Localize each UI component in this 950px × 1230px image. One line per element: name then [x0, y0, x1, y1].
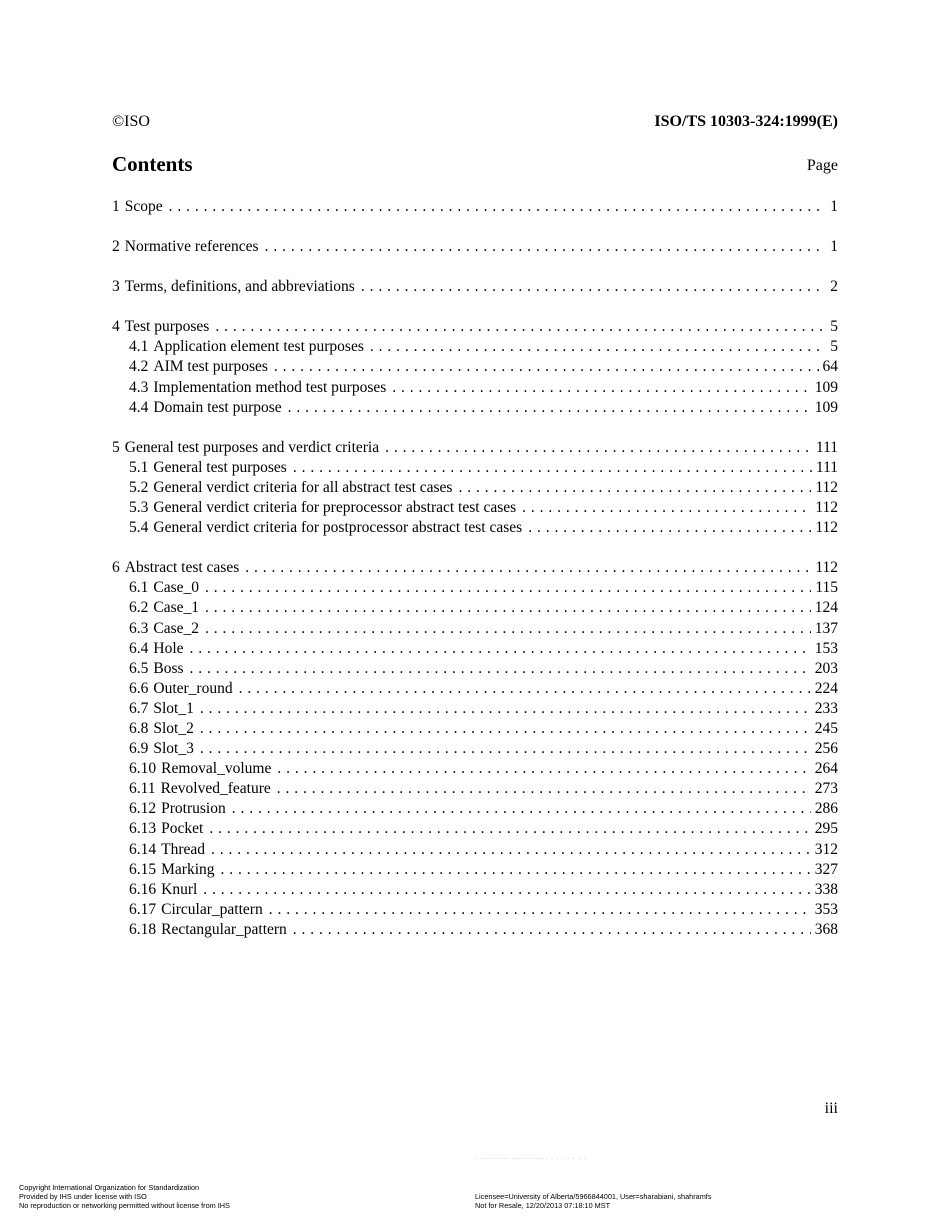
- toc-entry-number: 6.10: [129, 760, 157, 778]
- toc-entry-title: General verdict criteria for all abstract test cases: [153, 478, 453, 496]
- toc-entry-label: [112, 277, 355, 297]
- toc-section: [112, 277, 838, 297]
- toc-entry-page: 327: [814, 860, 838, 878]
- toc-entry-label: [129, 719, 194, 739]
- toc-subentry[interactable]: [112, 880, 838, 900]
- toc-entry-page: 2: [830, 278, 838, 296]
- toc-subentry[interactable]: [112, 478, 838, 498]
- toc-subentry[interactable]: [112, 398, 838, 418]
- toc-entry-number: 6.15: [129, 860, 157, 878]
- toc-entry-page: 338: [814, 880, 838, 898]
- toc-entry-page: 112: [815, 499, 838, 517]
- toc-entry-title: Implementation method test purposes: [153, 378, 387, 396]
- toc-entry-number: 3: [112, 278, 120, 296]
- toc-entry[interactable]: [112, 237, 838, 257]
- toc-entry-title: Case_0: [153, 579, 200, 597]
- toc-entry-page: 111: [815, 458, 838, 476]
- footer-line: Provided by IHS under license with ISO: [19, 1192, 147, 1201]
- footer-line: Not for Resale, 12/20/2013 07:18:10 MST: [475, 1201, 611, 1210]
- toc-entry-number: 1: [112, 198, 120, 215]
- toc-entry-title: General test purposes: [153, 458, 287, 476]
- toc-entry-title: Application element test purposes: [153, 338, 364, 356]
- header-document-id: ISO/TS 10303-324:1999(E): [654, 113, 838, 130]
- toc-entry-title: Normative references: [124, 238, 259, 256]
- toc-entry-title: Removal_volume: [161, 760, 272, 778]
- toc-entry-number: 6.18: [129, 920, 157, 938]
- toc-entry-number: 4.1: [129, 338, 149, 356]
- toc-entry-page: 273: [814, 780, 838, 798]
- toc-entry-number: 6.12: [129, 800, 157, 818]
- dot-leader: [205, 578, 811, 598]
- dot-leader: [200, 739, 811, 759]
- toc-entry-number: 6.1: [129, 579, 149, 597]
- scan-artifact: ............. ............. . . . . . . .: [474, 1153, 587, 1161]
- toc-subentry[interactable]: [112, 659, 838, 679]
- toc-entry-title: Case_2: [153, 619, 200, 637]
- toc-entry-label: [129, 779, 271, 799]
- toc-entry-title: Case_1: [153, 599, 200, 617]
- toc-entry-number: 4: [112, 318, 120, 336]
- toc-entry-page: 5: [830, 318, 838, 336]
- toc-entry-page: 5: [830, 338, 838, 356]
- toc-entry-number: 6: [112, 559, 120, 577]
- toc-subentry[interactable]: [112, 518, 838, 538]
- page-number: iii: [824, 1100, 838, 1117]
- toc-entry-page: 256: [814, 740, 838, 758]
- toc-entry-title: Thread: [161, 840, 206, 858]
- toc-subentry[interactable]: [112, 619, 838, 639]
- toc-entry-label: [129, 458, 287, 478]
- contents-title: Contents: [112, 152, 193, 176]
- toc-entry-label: [129, 699, 194, 719]
- toc-subentry[interactable]: [112, 357, 838, 377]
- footer-line: Copyright International Organization for Standardization: [19, 1183, 200, 1192]
- toc-entry-page: 112: [815, 559, 838, 577]
- toc-entry-label: [112, 438, 379, 458]
- toc-subentry[interactable]: [112, 719, 838, 739]
- toc-subentry[interactable]: [112, 860, 838, 880]
- dot-leader: [232, 799, 811, 819]
- toc-subentry[interactable]: [112, 639, 838, 659]
- toc-entry-label: [112, 317, 209, 337]
- toc-subentry[interactable]: [112, 578, 838, 598]
- dot-leader: [215, 317, 824, 337]
- toc-subentry[interactable]: [112, 759, 838, 779]
- toc-subentry[interactable]: [112, 779, 838, 799]
- toc-entry-label: [129, 619, 199, 639]
- dot-leader: [209, 819, 810, 839]
- toc-entry-page: 233: [814, 699, 838, 717]
- toc-entry-title: Slot_2: [153, 719, 194, 737]
- toc-subentry[interactable]: [112, 378, 838, 398]
- toc-entry-label: [129, 840, 205, 860]
- toc-entry[interactable]: [112, 317, 838, 337]
- toc-entry-title: Revolved_feature: [160, 780, 271, 798]
- toc-entry-label: [129, 739, 194, 759]
- footer-copyright: [19, 1183, 230, 1210]
- dot-leader: [265, 237, 824, 257]
- toc-entry-title: Marking: [161, 860, 215, 878]
- dot-leader: [200, 699, 811, 719]
- toc-entry-title: General test purposes and verdict criteria: [124, 438, 380, 456]
- dot-leader: [458, 478, 811, 498]
- toc-entry-label: [112, 237, 259, 257]
- toc-subentry[interactable]: [112, 337, 838, 357]
- toc-section: [112, 558, 838, 940]
- toc-entry-label: [129, 357, 268, 377]
- toc-entry-label: [129, 759, 271, 779]
- toc-entry-title: Protrusion: [161, 800, 226, 818]
- footer-line: Licensee=University of Alberta/5966844001, User=sharabiani, shahramfs: [475, 1192, 712, 1201]
- toc-entry-title: Boss: [153, 659, 184, 677]
- toc-entry-title: Terms, definitions, and abbreviations: [124, 278, 355, 296]
- toc-entry-number: 6.7: [129, 699, 149, 717]
- toc-subentry[interactable]: [112, 498, 838, 518]
- toc-entry-number: 6.4: [129, 639, 149, 657]
- toc-entry-label: [129, 880, 197, 900]
- toc-entry-title: AIM test purposes: [153, 358, 268, 376]
- dot-leader: [269, 900, 811, 920]
- toc-entry-page: 1: [830, 198, 838, 215]
- toc-entry-title: Slot_1: [153, 699, 194, 717]
- toc-entry-number: 6.11: [129, 780, 156, 798]
- dot-leader: [392, 378, 810, 398]
- toc-entry-label: [129, 920, 287, 940]
- toc-entry[interactable]: [112, 438, 838, 458]
- toc-entry-label: [129, 578, 199, 598]
- dot-leader: [211, 840, 811, 860]
- toc-entry-title: Test purposes: [124, 318, 210, 336]
- footer-license: [475, 1192, 711, 1210]
- toc-entry-page: 109: [814, 398, 838, 416]
- toc-entry-title: Domain test purpose: [153, 398, 282, 416]
- dot-leader: [239, 679, 811, 699]
- toc-entry-number: 6.14: [129, 840, 157, 858]
- toc-entry-number: 6.8: [129, 719, 149, 737]
- toc-entry-page: 286: [814, 800, 838, 818]
- toc-entry-number: 4.4: [129, 398, 149, 416]
- toc-entry-number: 2: [112, 238, 120, 256]
- toc-subentry[interactable]: [112, 799, 838, 819]
- toc-entry-number: 5.4: [129, 519, 149, 537]
- toc-entry-page: 112: [815, 478, 838, 496]
- table-of-contents: [112, 197, 838, 960]
- toc-section: [112, 237, 838, 257]
- toc-entry-number: 4.3: [129, 378, 149, 396]
- toc-entry-number: 4.2: [129, 358, 149, 376]
- toc-entry-page: 137: [814, 619, 838, 637]
- toc-entry-number: 5: [112, 438, 120, 456]
- toc-entry-label: [129, 659, 184, 679]
- toc-subentry[interactable]: [112, 679, 838, 699]
- dot-leader: [528, 518, 811, 538]
- toc-entry-number: 6.2: [129, 599, 149, 617]
- toc-entry-number: 6.13: [129, 820, 157, 838]
- dot-leader: [190, 659, 811, 679]
- dot-leader: [288, 398, 811, 418]
- toc-entry-label: [112, 558, 239, 578]
- toc-entry-number: 6.9: [129, 740, 149, 758]
- dot-leader: [221, 860, 811, 880]
- dot-leader: [277, 759, 810, 779]
- toc-subentry[interactable]: [112, 900, 838, 920]
- toc-entry-title: Knurl: [161, 880, 198, 898]
- toc-entry-page: 153: [814, 639, 838, 657]
- dot-leader: [522, 498, 811, 518]
- toc-entry-page: 264: [814, 760, 838, 778]
- toc-entry-label: [129, 639, 184, 659]
- toc-entry-page: 115: [815, 579, 838, 597]
- toc-entry-page: 368: [814, 920, 838, 938]
- toc-entry[interactable]: [112, 197, 838, 217]
- toc-entry-page: 245: [814, 719, 838, 737]
- toc-entry-number: 6.17: [129, 900, 157, 918]
- dot-leader: [200, 719, 811, 739]
- toc-entry-page: 203: [814, 659, 838, 677]
- dot-leader: [293, 458, 812, 478]
- toc-entry-page: 224: [814, 679, 838, 697]
- toc-entry-number: 6.6: [129, 679, 149, 697]
- dot-leader: [361, 277, 824, 297]
- toc-subentry[interactable]: [112, 819, 838, 839]
- toc-subentry[interactable]: [112, 739, 838, 759]
- toc-entry-number: 6.5: [129, 659, 149, 677]
- dot-leader: [190, 639, 811, 659]
- dot-leader: [277, 779, 811, 799]
- toc-entry-title: Slot_3: [153, 740, 194, 758]
- toc-entry-title: Scope: [124, 198, 163, 215]
- toc-entry-label: [129, 860, 215, 880]
- toc-entry-page: 112: [815, 519, 838, 537]
- dot-leader: [205, 619, 811, 639]
- toc-entry-number: 5.1: [129, 458, 149, 476]
- toc-entry-label: [129, 378, 386, 398]
- dot-leader: [370, 337, 824, 357]
- toc-subentry[interactable]: [112, 920, 838, 940]
- toc-entry-page: 353: [814, 900, 838, 918]
- toc-entry-page: 111: [815, 438, 838, 456]
- toc-entry[interactable]: [112, 277, 838, 297]
- toc-entry-title: Hole: [153, 639, 184, 657]
- toc-entry-title: Circular_pattern: [161, 900, 263, 918]
- toc-entry-page: 1: [830, 238, 838, 256]
- toc-entry[interactable]: [112, 558, 838, 578]
- toc-entry-number: 6.16: [129, 880, 157, 898]
- footer-line: No reproduction or networking permitted without license from IHS: [19, 1201, 230, 1210]
- dot-leader: [293, 920, 811, 940]
- toc-entry-label: [129, 478, 452, 498]
- toc-section: [112, 317, 838, 417]
- header-copyright: ©ISO: [112, 113, 150, 130]
- toc-section: [112, 438, 838, 538]
- dot-leader: [245, 558, 811, 578]
- toc-entry-page: 109: [814, 378, 838, 396]
- toc-subentry[interactable]: [112, 699, 838, 719]
- toc-entry-title: Outer_round: [153, 679, 233, 697]
- toc-entry-number: 6.3: [129, 619, 149, 637]
- toc-entry-page: 312: [814, 840, 838, 858]
- toc-entry-label: [129, 819, 203, 839]
- toc-entry-number: 5.3: [129, 499, 149, 517]
- toc-entry-title: Pocket: [161, 820, 204, 838]
- toc-entry-label: [129, 598, 199, 618]
- toc-entry-page: 295: [814, 820, 838, 838]
- toc-entry-title: General verdict criteria for preprocessor abstract test cases: [153, 499, 517, 517]
- toc-entry-title: Rectangular_pattern: [161, 920, 287, 938]
- page-column-label: Page: [806, 157, 838, 174]
- toc-entry-page: 124: [814, 599, 838, 617]
- toc-entry-number: 5.2: [129, 478, 149, 496]
- dot-leader: [169, 197, 824, 217]
- toc-entry-title: General verdict criteria for postprocessor abstract test cases: [153, 519, 523, 537]
- toc-subentry[interactable]: [112, 598, 838, 618]
- toc-entry-label: [129, 900, 263, 920]
- toc-entry-title: Abstract test cases: [124, 559, 240, 577]
- dot-leader: [203, 880, 810, 900]
- dot-leader: [385, 438, 812, 458]
- toc-entry-page: 64: [822, 358, 838, 376]
- dot-leader: [274, 357, 819, 377]
- toc-entry-label: [129, 498, 516, 518]
- toc-entry-label: [129, 398, 282, 418]
- toc-section: [112, 197, 838, 217]
- toc-entry-label: [129, 518, 522, 538]
- toc-subentry[interactable]: [112, 840, 838, 860]
- toc-subentry[interactable]: [112, 458, 838, 478]
- toc-entry-label: [129, 679, 233, 699]
- dot-leader: [205, 598, 811, 618]
- toc-entry-label: [112, 197, 163, 217]
- toc-entry-label: [129, 799, 226, 819]
- toc-entry-label: [129, 337, 364, 357]
